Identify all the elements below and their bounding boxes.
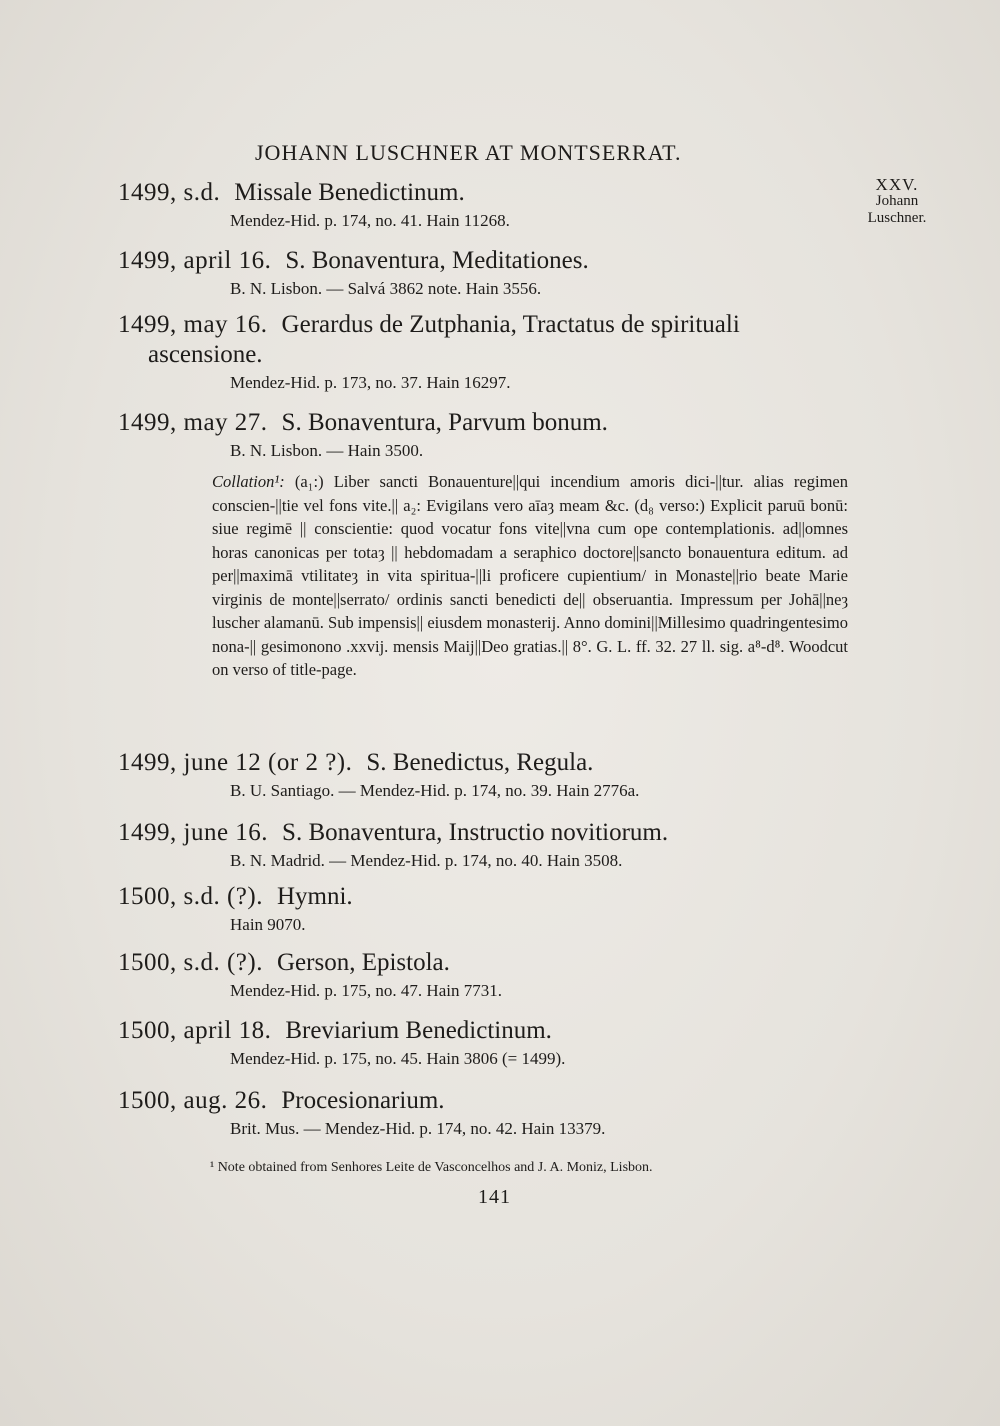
entry-reference: B. N. Lisbon. — Hain 3500.: [230, 441, 424, 460]
entry-reference: Mendez-Hid. p. 174, no. 41. Hain 11268.: [230, 211, 510, 230]
entry: [118, 1086, 848, 1140]
entry: [118, 818, 848, 872]
running-header: JOHANN LUSCHNER AT MONTSERRAT.: [255, 140, 682, 165]
entry-reference: Hain 9070.: [230, 915, 306, 934]
entry-title: Hymni.: [276, 883, 353, 910]
entry-date: 1499, april 16.: [118, 247, 272, 274]
entry-reference: B. U. Santiago. — Mendez-Hid. p. 174, no. 39. Hain 2776a.: [230, 781, 640, 800]
collation-label: Collation¹:: [212, 472, 285, 491]
entry-heading: [118, 310, 848, 370]
entry-title: Procesionarium.: [281, 1087, 445, 1114]
entry-title: S. Benedictus, Regula.: [366, 749, 594, 776]
entry-title: S. Bonaventura, Meditationes.: [285, 247, 589, 274]
entry-title: Gerson, Epistola.: [276, 949, 450, 976]
entry-heading: [118, 818, 848, 848]
entry-heading: [118, 948, 848, 978]
entry-date: 1500, s.d. (?).: [118, 949, 263, 976]
entry-heading: [118, 408, 848, 438]
entry-date: 1499, june 16.: [118, 819, 269, 846]
entry-reference: Mendez-Hid. p. 173, no. 37. Hain 16297.: [230, 373, 511, 392]
entry-reference: Mendez-Hid. p. 175, no. 45. Hain 3806 (= 1499).: [230, 1049, 566, 1068]
entry-date: 1500, april 18.: [118, 1017, 272, 1044]
entry: [118, 178, 848, 232]
entry-title: S. Bonaventura, Instructio novitiorum.: [282, 819, 669, 846]
entry-date: 1499, may 27.: [118, 409, 268, 436]
entry: [118, 408, 848, 462]
entry-title-continuation: ascensione.: [148, 341, 263, 368]
entry-heading: [118, 1086, 848, 1116]
entry: [118, 246, 848, 300]
collation-text: (a₁:) Liber sancti Bonauenture||qui incendium amoris dici-||tur. alias regimen conscien-||tie vel fons vite.|| a₂: Evigilans vero aīaȝ meam &c. (d₈ verso:) Explicit paruū bonū: siue regimē || conscientie: quod vocatur fons vite||vna cum ope contemplationis. ad||omnes horas canonicas per totaȝ || hebdomadam a seraphico doctore||sancto bonauentura editum. ad per||maximā vtilitateȝ in vita spiritua-||li proficere cupientium/ in Monaste||rio beate Marie virginis de monte||serrato/ ordinis sancti benedicti de|| obseruantia. Impressum per Johā||neȝ luscher alamanū. Sub impensis|| eiusdem monasterij. Anno domini||Millesimo quadringentesimo nona-|| gesimonono .xxvij. mensis Maij||Deo gratias.|| 8°. G. L. ff. 32. 27 ll. sig. a⁸-d⁸. Woodcut on verso of title-page.: [212, 472, 848, 679]
entry-reference: B. N. Lisbon. — Salvá 3862 note. Hain 3556.: [230, 279, 542, 298]
entry-heading: [118, 246, 848, 276]
entry: [118, 948, 848, 1002]
entry-heading: [118, 178, 848, 208]
entry: [118, 310, 848, 394]
entry-date: 1499, s.d.: [118, 179, 221, 206]
entry-heading: [118, 748, 848, 778]
footnote: ¹ Note obtained from Senhores Leite de Vasconcelhos and J. A. Moniz, Lisbon.: [210, 1160, 653, 1175]
entry: [118, 1016, 848, 1070]
entry-title: Gerardus de Zutphania, Tractatus de spirituali: [281, 311, 740, 338]
entry-reference: Mendez-Hid. p. 175, no. 47. Hain 7731.: [230, 981, 502, 1000]
margin-note: [852, 176, 942, 227]
margin-note-line1: Johann: [875, 193, 919, 209]
entry: [118, 882, 848, 936]
entry-title: S. Bonaventura, Parvum bonum.: [281, 409, 608, 436]
entry: [118, 748, 848, 802]
entry-date: 1500, aug. 26.: [118, 1087, 268, 1114]
entry-title: Missale Benedictinum.: [234, 179, 465, 206]
entry-reference: B. N. Madrid. — Mendez-Hid. p. 174, no. 40. Hain 3508.: [230, 851, 623, 870]
entry-reference: Brit. Mus. — Mendez-Hid. p. 174, no. 42. Hain 13379.: [230, 1119, 606, 1138]
margin-note-number: XXV.: [875, 175, 919, 194]
entry-heading: [118, 1016, 848, 1046]
entry-date: 1499, june 12 (or 2 ?).: [118, 749, 353, 776]
entry-heading: [118, 882, 848, 912]
entry-date: 1499, may 16.: [118, 311, 268, 338]
entry-title: Breviarium Benedictinum.: [285, 1017, 552, 1044]
entry-date: 1500, s.d. (?).: [118, 883, 263, 910]
page-number: 141: [478, 1186, 511, 1208]
collation-note: [212, 470, 848, 682]
margin-note-line2: Luschner.: [867, 210, 927, 226]
